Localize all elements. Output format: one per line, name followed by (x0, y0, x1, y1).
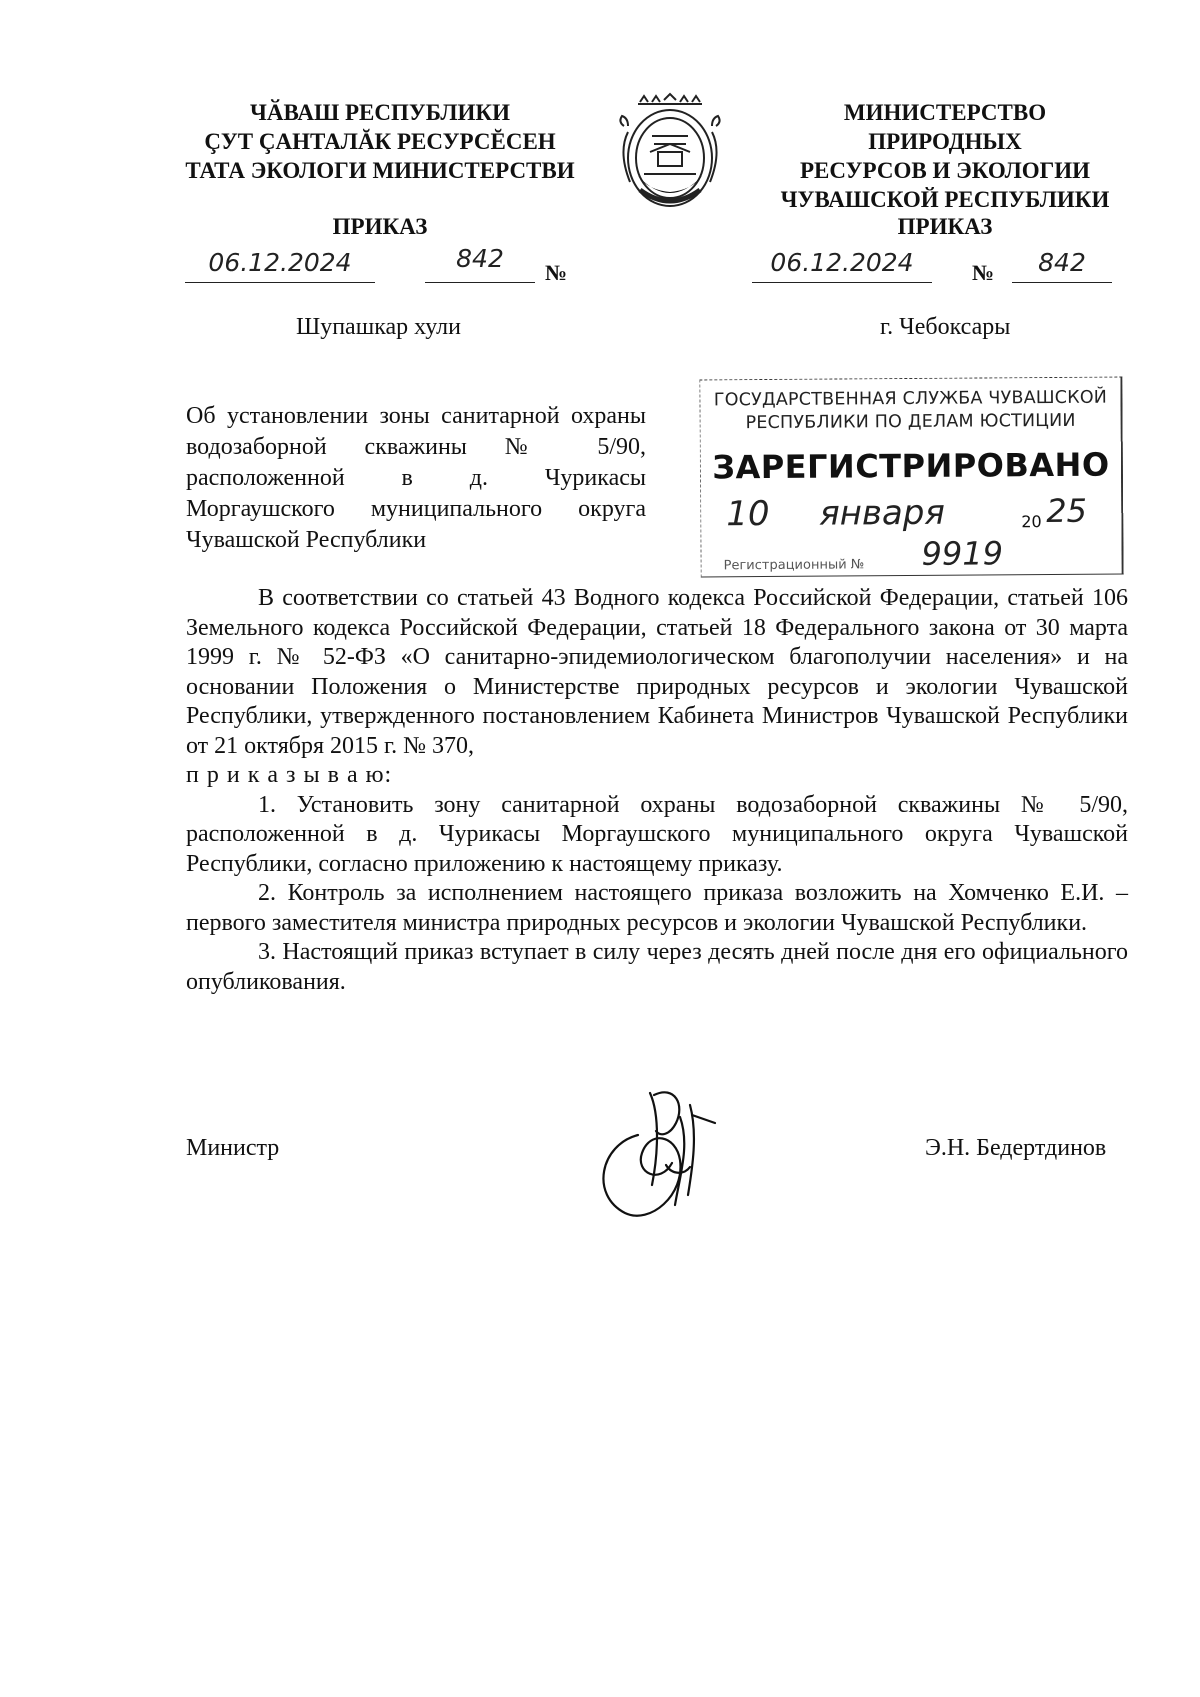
city-right: г. Чебоксары (880, 314, 1011, 340)
stamp-line-2: РЕСПУБЛИКИ ПО ДЕЛАМ ЮСТИЦИИ (745, 410, 1076, 434)
order-item-1: 1. Установить зону санитарной охраны водозаборной скважины № 5/90, расположенной в д. Чурикасы Моргаушского муниципального округа Чувашской Республики, согласно приложению к настоящему приказу. (186, 791, 1128, 877)
date-left: 06.12.2024 (185, 248, 375, 283)
order-item-2: 2. Контроль за исполнением настоящего приказа возложить на Хомченко Е.И. – первого заместителя министра природных ресурсов и экологии Чувашской Республики. (186, 880, 1128, 936)
order-item-3: 3. Настоящий приказ вступает в силу через десять дней после дня его официального опубликования. (186, 939, 1128, 995)
city-left: Шупашкар хули (296, 314, 461, 340)
number-sign-left: № (545, 260, 568, 285)
preamble: В соответствии со статьей 43 Водного кодекса Российской Федерации, статьей 106 Земельного кодекса Российской Федерации, статьей 18 Федерального закона от 30 марта 1999 г. № 52-ФЗ «О санитарно-эпидемиологическом благополучии населения» и на основании Положения о Министерстве природных ресурсов и экологии Чувашской Республики, утвержденного постановлением Кабинета Министров Чувашской Республики от 21 октября 2015 г. № 370, (186, 585, 1128, 759)
stamp-year-suffix: 25 (1046, 491, 1088, 531)
document-body (186, 584, 1128, 997)
stamp-month: января (819, 492, 945, 534)
signature-icon (580, 1075, 740, 1225)
document-title: Об установлении зоны санитарной охраны водозаборной скважины № 5/90, расположенной в д. Чурикасы Моргаушского муниципального округа Чувашской Республики (186, 403, 646, 553)
header-left-line-2: ÇУТ ÇАНТАЛĂК РЕСУРСĔСЕН (204, 129, 556, 154)
stamp-reg-label: Регистрационный № (723, 557, 865, 574)
number-sign-right: № (972, 260, 995, 285)
header-left-line-3: ТАТА ЭКОЛОГИ МИНИСТЕРСТВИ (185, 158, 575, 183)
header-right-line-2: РЕСУРСОВ И ЭКОЛОГИИ (799, 158, 1091, 183)
stamp-year-prefix: 20 (1021, 512, 1042, 532)
order-label-right: ПРИКАЗ (897, 214, 993, 239)
signature-name: Э.Н. Бедертдинов (925, 1135, 1107, 1161)
stamp-registered: ЗАРЕГИСТРИРОВАНО (712, 445, 1110, 487)
header-right-line-1: МИНИСТЕРСТВО ПРИРОДНЫХ (843, 100, 1047, 154)
header-right-line-3: ЧУВАШСКОЙ РЕСПУБЛИКИ (780, 187, 1110, 212)
order-label-left: ПРИКАЗ (332, 214, 428, 239)
number-right: 842 (1012, 248, 1112, 283)
stamp-day: 10 (726, 493, 770, 535)
order-word: п р и к а з ы в а ю: (186, 762, 393, 788)
header-left-line-1: ЧӐВАШ РЕСПУБЛИКИ (250, 100, 510, 125)
date-right: 06.12.2024 (752, 248, 932, 283)
registration-stamp (699, 377, 1123, 578)
stamp-line-1: ГОСУДАРСТВЕННАЯ СЛУЖБА ЧУВАШСКОЙ (713, 387, 1108, 411)
stamp-reg-number: 9919 (921, 534, 1004, 573)
chuvash-republic-emblem-icon (610, 92, 730, 212)
signature-position: Министр (186, 1135, 280, 1161)
header-right (765, 98, 1125, 214)
header-left (180, 98, 580, 185)
number-left: 842 (425, 244, 535, 283)
